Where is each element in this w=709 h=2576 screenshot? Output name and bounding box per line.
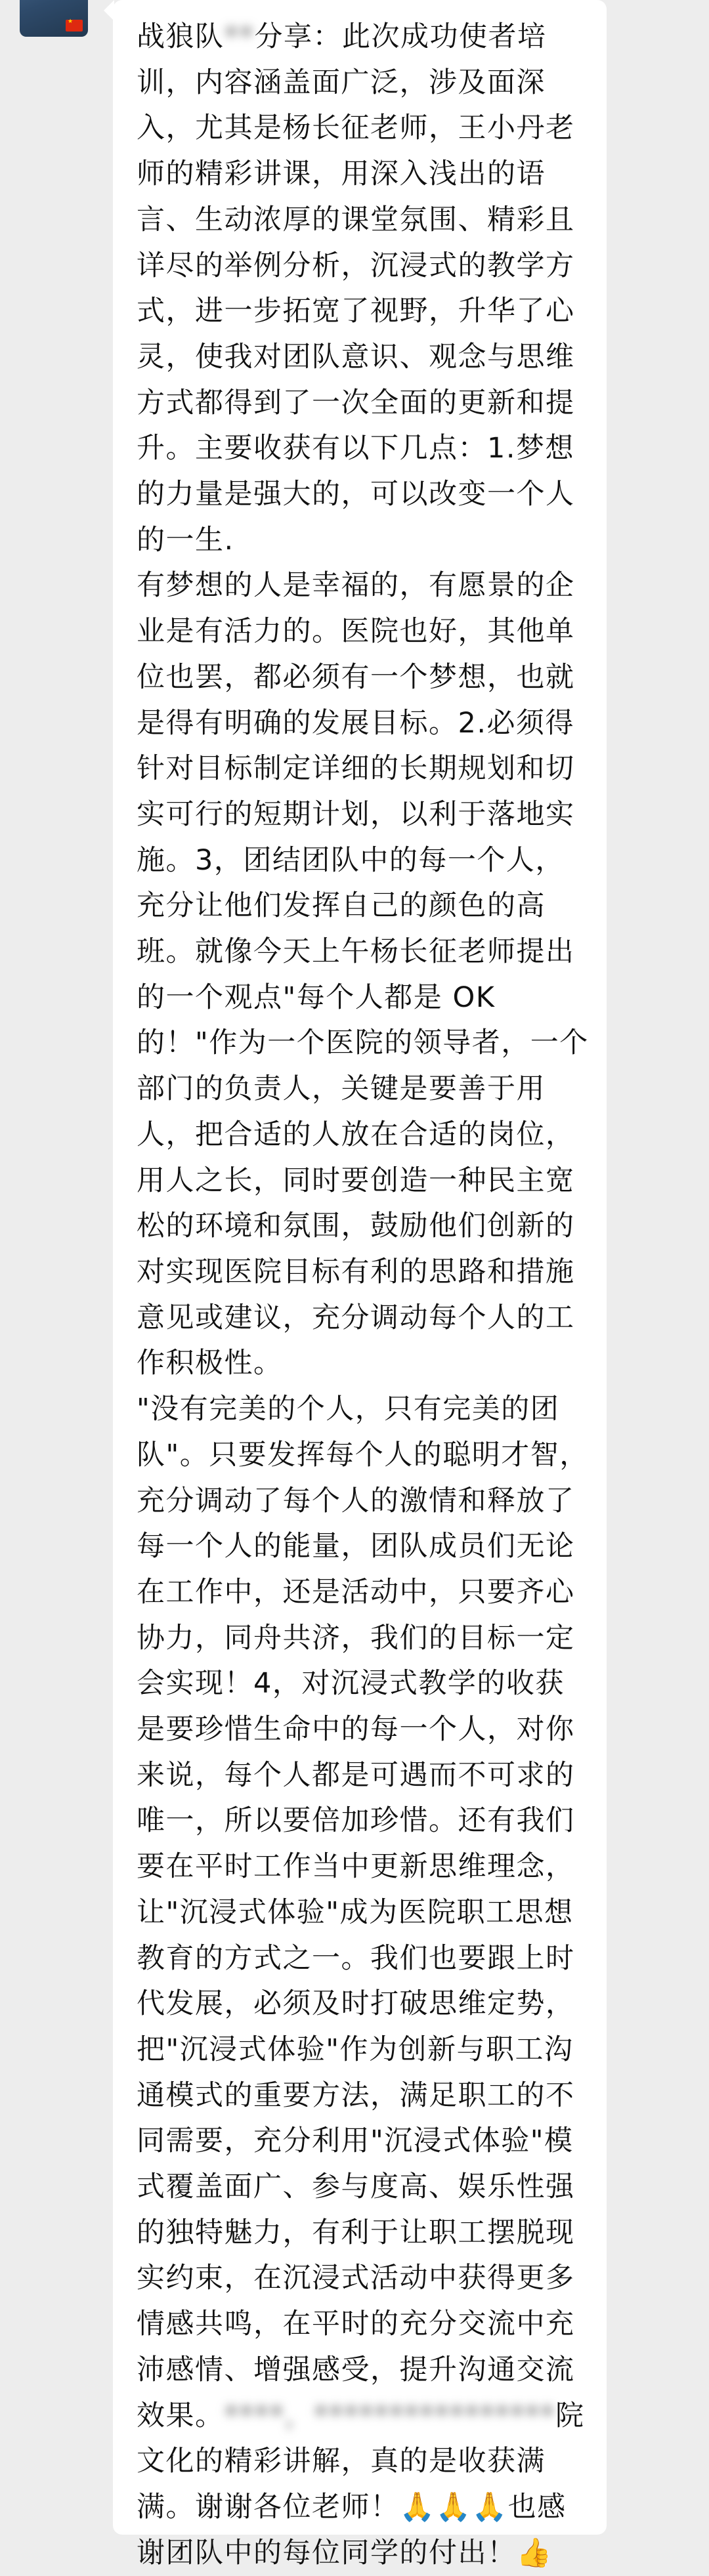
redacted-name: ** <box>224 20 255 53</box>
message-text-part-1: 战狼队 <box>137 20 225 53</box>
flag-icon <box>66 20 83 32</box>
message-text <box>137 14 592 2576</box>
message-bubble[interactable] <box>113 0 607 2569</box>
message-text-part-2: 分享：此次成功使者培训，内容涵盖面广泛，涉及面深入，尤其是杨长征老师，王小丹老师的精彩讲课，用深入浅出的语言、生动浓厚的课堂氛围、精彩且详尽的举例分析，沉浸式的教学方式，进一步拓宽了视野，升华了心灵，使我对团队意识、观念与思维方式都得到了一次全面的更新和提升。主要收获有以下几点：1.梦想的力量是强大的，可以改变一个人的一生. 有梦想的人是幸福的，有愿景的企业是有活力的。医院也好，其他单位也罢，都必须有一个梦想，也就是得有明确的发展目标。2.必须得针对目标制定详细的长期规划和切实可行的短期计划，以利于落地实施。3，团结团队中的每一个人，充分让他们发挥自己的颜色的高班。就像今天上午杨长征老师提出的一个观点"每个人都是 OK 的！"作为一个医院的领导者，一个部门的负责人，关键是要善于用人，把合适的人放在合适的岗位，用人之长，同时要创造一种民主宽松的环境和氛围，鼓励他们创新的对实现医院目标有利的思路和措施意见或建议，充分调动每个人的工作积极性。 "没有完美的个人，只有完美的团队"。只要发挥每个人的聪明才智，充分调动了每个人的激情和释放了每一个人的能量，团队成员们无论在工作中，还是活动中，只要齐心协力，同舟共济，我们的目标一定会实现！4，对沉浸式教学的收获是要珍惜生命中的每一个人，对你来说，每个人都是可遇而不可求的唯一，所以要倍加珍惜。还有我们要在平时工作当中更新思维理念，让"沉浸式体验"成为医院职工思想教育的方式之一。我们也要跟上时代发展，必须及时打破思维定势，把"沉浸式体验"作为创新与职工沟通模式的重要方法，满足职工的不同需要，充分利用"沉浸式体验"模式覆盖面广、参与度高、娱乐性强的独特魅力，有利于让职工摆脱现实约束，在沉浸式活动中获得更多情感共鸣，在平时的充分交流中充沛感情、增强感受，提升沟通交流效果。 <box>137 20 589 2432</box>
message-text-part-3: 院文化的精彩讲解，真的是收获满满。谢谢各位老师！🙏🙏🙏也感谢团队中的每位同学的付出！👍 <box>137 2399 585 2569</box>
redacted-text: ****，**************** <box>224 2399 555 2432</box>
sender-avatar[interactable] <box>20 0 88 37</box>
